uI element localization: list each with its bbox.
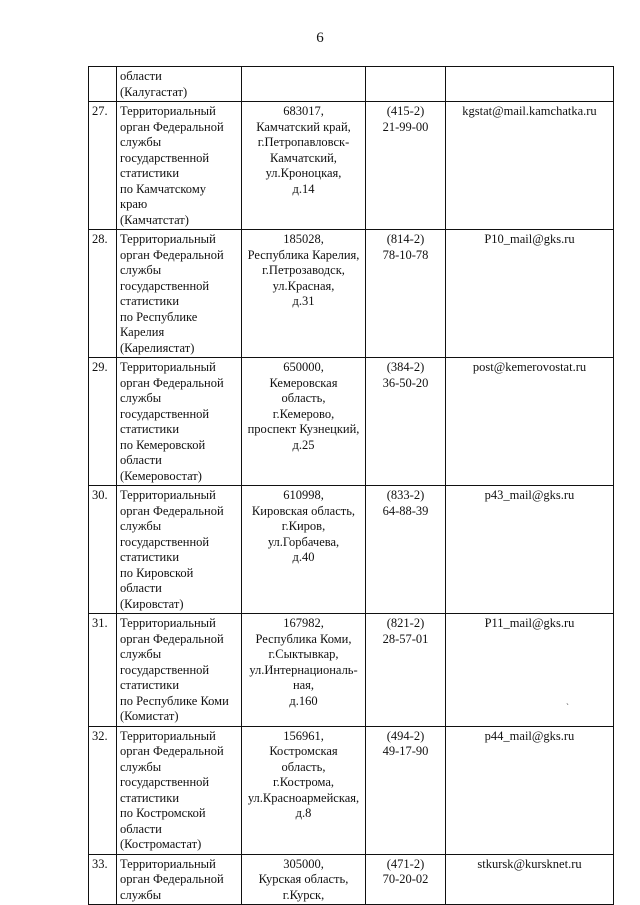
- office-email: [446, 67, 614, 102]
- table-row: [89, 358, 614, 486]
- office-phone: (471-2) 70-20-02: [366, 854, 446, 905]
- office-name: области (Калугастат): [117, 67, 242, 102]
- office-phone: (494-2) 49-17-90: [366, 726, 446, 854]
- office-email: P10_mail@gks.ru: [446, 230, 614, 358]
- table-row: [89, 614, 614, 727]
- office-phone: (833-2) 64-88-39: [366, 486, 446, 614]
- office-name: Территориальный орган Федеральной службы государственной статистики по Кемеровской области (Кемеровостат): [117, 358, 242, 486]
- row-number: 33.: [89, 854, 117, 905]
- office-email: kgstat@mail.kamchatka.ru: [446, 102, 614, 230]
- office-name: Территориальный орган Федеральной службы государственной статистики по Камчатскому краю (Камчатстат): [117, 102, 242, 230]
- row-number: 29.: [89, 358, 117, 486]
- row-number: 27.: [89, 102, 117, 230]
- office-name: Территориальный орган Федеральной службы государственной статистики по Республике Коми (Комистат): [117, 614, 242, 727]
- row-number: 28.: [89, 230, 117, 358]
- table-row: [89, 486, 614, 614]
- row-number: [89, 67, 117, 102]
- office-address: 683017, Камчатский край, г.Петропавловск- Камчатский, ул.Кроноцкая, д.14: [242, 102, 366, 230]
- office-name: Территориальный орган Федеральной службы: [117, 854, 242, 905]
- office-name: Территориальный орган Федеральной службы государственной статистики по Костромской области (Костромастат): [117, 726, 242, 854]
- row-number: 30.: [89, 486, 117, 614]
- statistics-offices-table: [88, 66, 614, 905]
- office-phone: (821-2) 28-57-01: [366, 614, 446, 727]
- office-address: 650000, Кемеровская область, г.Кемерово, проспект Кузнецкий, д.25: [242, 358, 366, 486]
- office-email: p43_mail@gks.ru: [446, 486, 614, 614]
- table-row: [89, 726, 614, 854]
- office-address: 185028, Республика Карелия, г.Петрозаводск, ул.Красная, д.31: [242, 230, 366, 358]
- office-address: [242, 67, 366, 102]
- office-email: P11_mail@gks.ru: [446, 614, 614, 727]
- row-number: 31.: [89, 614, 117, 727]
- stray-pen-mark: ˏ: [566, 695, 569, 705]
- office-phone: (814-2) 78-10-78: [366, 230, 446, 358]
- office-phone: (415-2) 21-99-00: [366, 102, 446, 230]
- office-address: 610998, Кировская область, г.Киров, ул.Горбачева, д.40: [242, 486, 366, 614]
- table-row: [89, 230, 614, 358]
- office-phone: [366, 67, 446, 102]
- table-row: [89, 102, 614, 230]
- office-email: post@kemerovostat.ru: [446, 358, 614, 486]
- office-email: stkursk@kursknet.ru: [446, 854, 614, 905]
- office-name: Территориальный орган Федеральной службы государственной статистики по Республике Карелия (Карелиястат): [117, 230, 242, 358]
- row-number: 32.: [89, 726, 117, 854]
- page-number: 6: [316, 30, 324, 46]
- table-row-continuation: [89, 67, 614, 102]
- table-row: [89, 854, 614, 905]
- office-name: Территориальный орган Федеральной службы государственной статистики по Кировской области (Кировстат): [117, 486, 242, 614]
- office-address: 167982, Республика Коми, г.Сыктывкар, ул.Интернациональ- ная, д.160: [242, 614, 366, 727]
- office-address: 305000, Курская область, г.Курск,: [242, 854, 366, 905]
- office-email: p44_mail@gks.ru: [446, 726, 614, 854]
- office-address: 156961, Костромская область, г.Кострома, ул.Красноармейская, д.8: [242, 726, 366, 854]
- office-phone: (384-2) 36-50-20: [366, 358, 446, 486]
